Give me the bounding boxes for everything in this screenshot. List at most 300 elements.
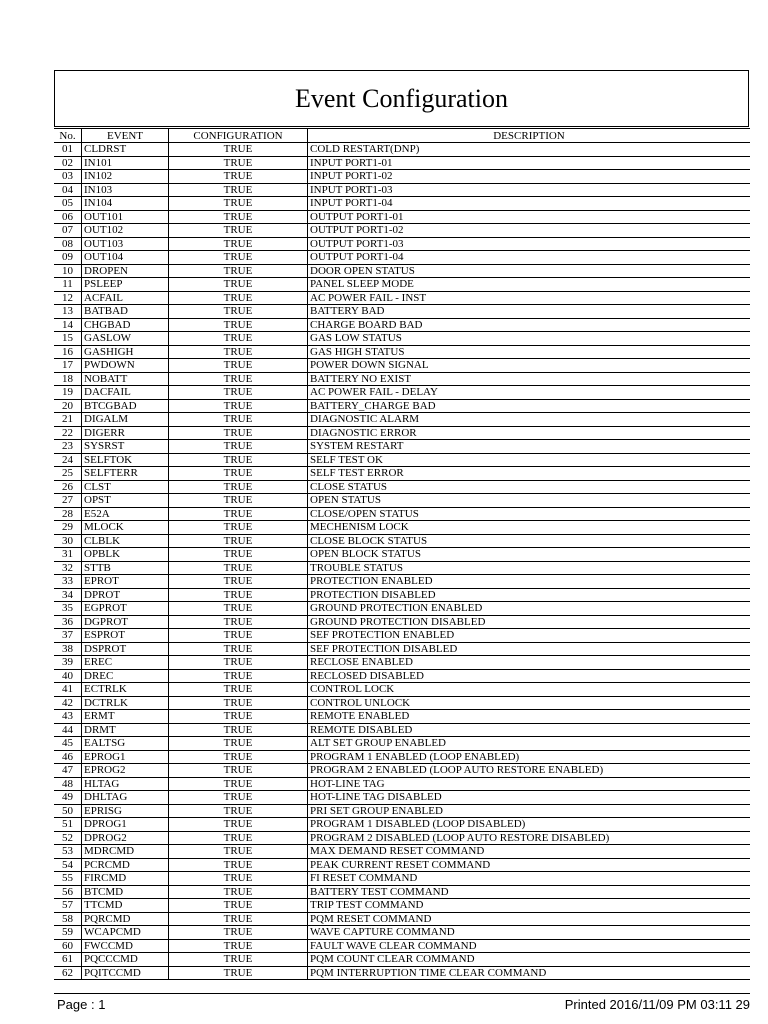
cell-no: 48 [54, 777, 82, 791]
cell-event: CLBLK [82, 534, 169, 548]
cell-configuration: TRUE [169, 750, 308, 764]
cell-no: 13 [54, 305, 82, 319]
cell-event: HLTAG [82, 777, 169, 791]
cell-no: 43 [54, 710, 82, 724]
cell-description: PROGRAM 2 ENABLED (LOOP AUTO RESTORE ENABLED) [308, 764, 751, 778]
cell-description: REMOTE ENABLED [308, 710, 751, 724]
cell-configuration: TRUE [169, 764, 308, 778]
table-row [54, 588, 750, 602]
cell-event: ESPROT [82, 629, 169, 643]
cell-configuration: TRUE [169, 642, 308, 656]
cell-description: PROGRAM 1 ENABLED (LOOP ENABLED) [308, 750, 751, 764]
cell-configuration: TRUE [169, 453, 308, 467]
table-row [54, 966, 750, 980]
cell-no: 52 [54, 831, 82, 845]
cell-configuration: TRUE [169, 156, 308, 170]
table-row [54, 669, 750, 683]
table-row [54, 278, 750, 292]
table-row [54, 372, 750, 386]
table-row [54, 332, 750, 346]
cell-configuration: TRUE [169, 332, 308, 346]
cell-no: 36 [54, 615, 82, 629]
cell-description: BATTERY_CHARGE BAD [308, 399, 751, 413]
cell-configuration: TRUE [169, 629, 308, 643]
cell-event: BATBAD [82, 305, 169, 319]
header-configuration: CONFIGURATION [169, 129, 308, 143]
cell-description: POWER DOWN SIGNAL [308, 359, 751, 373]
cell-event: CHGBAD [82, 318, 169, 332]
cell-no: 28 [54, 507, 82, 521]
cell-description: INPUT PORT1-02 [308, 170, 751, 184]
cell-event: WCAPCMD [82, 926, 169, 940]
cell-event: OUT103 [82, 237, 169, 251]
cell-no: 30 [54, 534, 82, 548]
table-row [54, 521, 750, 535]
cell-description: TROUBLE STATUS [308, 561, 751, 575]
cell-no: 39 [54, 656, 82, 670]
cell-configuration: TRUE [169, 521, 308, 535]
cell-configuration: TRUE [169, 723, 308, 737]
cell-configuration: TRUE [169, 494, 308, 508]
cell-event: DCTRLK [82, 696, 169, 710]
cell-event: DIGERR [82, 426, 169, 440]
cell-no: 38 [54, 642, 82, 656]
table-row [54, 818, 750, 832]
cell-event: IN104 [82, 197, 169, 211]
cell-no: 29 [54, 521, 82, 535]
cell-event: EPROG1 [82, 750, 169, 764]
printed-timestamp: Printed 2016/11/09 PM 03:11 29 [564, 997, 750, 1012]
cell-configuration: TRUE [169, 696, 308, 710]
cell-configuration: TRUE [169, 791, 308, 805]
cell-no: 18 [54, 372, 82, 386]
table-row [54, 251, 750, 265]
table-row [54, 440, 750, 454]
cell-description: PROGRAM 2 DISABLED (LOOP AUTO RESTORE DISABLED) [308, 831, 751, 845]
cell-event: DACFAIL [82, 386, 169, 400]
cell-no: 34 [54, 588, 82, 602]
cell-configuration: TRUE [169, 831, 308, 845]
cell-no: 33 [54, 575, 82, 589]
cell-description: PQM COUNT CLEAR COMMAND [308, 953, 751, 967]
cell-configuration: TRUE [169, 926, 308, 940]
cell-description: BATTERY TEST COMMAND [308, 885, 751, 899]
cell-event: SELFTERR [82, 467, 169, 481]
cell-event: DGPROT [82, 615, 169, 629]
cell-description: SEF PROTECTION DISABLED [308, 642, 751, 656]
cell-no: 41 [54, 683, 82, 697]
table-row [54, 224, 750, 238]
cell-configuration: TRUE [169, 683, 308, 697]
table-row [54, 170, 750, 184]
table-row [54, 750, 750, 764]
cell-configuration: TRUE [169, 845, 308, 859]
cell-description: RECLOSED DISABLED [308, 669, 751, 683]
cell-configuration: TRUE [169, 480, 308, 494]
table-row [54, 264, 750, 278]
cell-description: DIAGNOSTIC ALARM [308, 413, 751, 427]
table-row [54, 602, 750, 616]
cell-no: 22 [54, 426, 82, 440]
cell-configuration: TRUE [169, 399, 308, 413]
cell-description: GAS HIGH STATUS [308, 345, 751, 359]
cell-event: DHLTAG [82, 791, 169, 805]
table-row [54, 467, 750, 481]
cell-configuration: TRUE [169, 669, 308, 683]
cell-event: DPROT [82, 588, 169, 602]
cell-no: 32 [54, 561, 82, 575]
cell-configuration: TRUE [169, 237, 308, 251]
cell-configuration: TRUE [169, 548, 308, 562]
cell-event: ACFAIL [82, 291, 169, 305]
cell-no: 25 [54, 467, 82, 481]
cell-configuration: TRUE [169, 737, 308, 751]
table-row [54, 926, 750, 940]
cell-event: OPBLK [82, 548, 169, 562]
cell-configuration: TRUE [169, 143, 308, 157]
table-row [54, 197, 750, 211]
table-row [54, 642, 750, 656]
cell-description: OPEN BLOCK STATUS [308, 548, 751, 562]
cell-event: TTCMD [82, 899, 169, 913]
cell-description: SELF TEST ERROR [308, 467, 751, 481]
table-row [54, 885, 750, 899]
cell-description: COLD RESTART(DNP) [308, 143, 751, 157]
cell-no: 27 [54, 494, 82, 508]
cell-configuration: TRUE [169, 278, 308, 292]
cell-event: MDRCMD [82, 845, 169, 859]
cell-no: 10 [54, 264, 82, 278]
table-row [54, 413, 750, 427]
cell-description: MECHENISM LOCK [308, 521, 751, 535]
cell-event: PCRCMD [82, 858, 169, 872]
event-rows [54, 143, 750, 980]
cell-description: PANEL SLEEP MODE [308, 278, 751, 292]
cell-description: FI RESET COMMAND [308, 872, 751, 886]
cell-event: FIRCMD [82, 872, 169, 886]
cell-event: ERMT [82, 710, 169, 724]
table-row [54, 710, 750, 724]
table-row [54, 210, 750, 224]
cell-configuration: TRUE [169, 953, 308, 967]
cell-description: ALT SET GROUP ENABLED [308, 737, 751, 751]
cell-no: 56 [54, 885, 82, 899]
cell-no: 19 [54, 386, 82, 400]
table-row [54, 143, 750, 157]
cell-event: EALTSG [82, 737, 169, 751]
cell-configuration: TRUE [169, 966, 308, 980]
cell-event: OPST [82, 494, 169, 508]
cell-description: CLOSE/OPEN STATUS [308, 507, 751, 521]
cell-description: TRIP TEST COMMAND [308, 899, 751, 913]
cell-configuration: TRUE [169, 224, 308, 238]
cell-description: PROTECTION ENABLED [308, 575, 751, 589]
table-row [54, 831, 750, 845]
cell-no: 09 [54, 251, 82, 265]
cell-no: 40 [54, 669, 82, 683]
cell-configuration: TRUE [169, 615, 308, 629]
cell-description: OUTPUT PORT1-03 [308, 237, 751, 251]
cell-event: EGPROT [82, 602, 169, 616]
event-table [54, 128, 750, 980]
cell-no: 20 [54, 399, 82, 413]
cell-event: DRMT [82, 723, 169, 737]
table-row [54, 858, 750, 872]
cell-configuration: TRUE [169, 291, 308, 305]
cell-description: CLOSE STATUS [308, 480, 751, 494]
cell-event: GASLOW [82, 332, 169, 346]
cell-no: 24 [54, 453, 82, 467]
table-row [54, 453, 750, 467]
cell-no: 62 [54, 966, 82, 980]
cell-event: PQITCCMD [82, 966, 169, 980]
cell-no: 31 [54, 548, 82, 562]
cell-configuration: TRUE [169, 588, 308, 602]
cell-description: CHARGE BOARD BAD [308, 318, 751, 332]
table-row [54, 872, 750, 886]
cell-no: 54 [54, 858, 82, 872]
cell-configuration: TRUE [169, 507, 308, 521]
cell-event: DREC [82, 669, 169, 683]
cell-configuration: TRUE [169, 197, 308, 211]
cell-no: 37 [54, 629, 82, 643]
table-row [54, 804, 750, 818]
cell-configuration: TRUE [169, 386, 308, 400]
cell-description: OUTPUT PORT1-01 [308, 210, 751, 224]
table-row [54, 939, 750, 953]
cell-description: DOOR OPEN STATUS [308, 264, 751, 278]
cell-configuration: TRUE [169, 710, 308, 724]
table-row [54, 237, 750, 251]
header-event: EVENT [82, 129, 169, 143]
cell-configuration: TRUE [169, 872, 308, 886]
cell-configuration: TRUE [169, 575, 308, 589]
cell-no: 12 [54, 291, 82, 305]
cell-description: BATTERY BAD [308, 305, 751, 319]
cell-configuration: TRUE [169, 413, 308, 427]
cell-configuration: TRUE [169, 534, 308, 548]
cell-configuration: TRUE [169, 359, 308, 373]
cell-configuration: TRUE [169, 899, 308, 913]
cell-no: 21 [54, 413, 82, 427]
page-title: Event Configuration [294, 83, 508, 113]
cell-no: 15 [54, 332, 82, 346]
table-row [54, 494, 750, 508]
cell-configuration: TRUE [169, 305, 308, 319]
cell-no: 17 [54, 359, 82, 373]
cell-configuration: TRUE [169, 440, 308, 454]
cell-event: DPROG2 [82, 831, 169, 845]
table-row [54, 318, 750, 332]
cell-event: EPROT [82, 575, 169, 589]
table-row [54, 305, 750, 319]
cell-no: 55 [54, 872, 82, 886]
cell-configuration: TRUE [169, 467, 308, 481]
cell-configuration: TRUE [169, 561, 308, 575]
header-description: DESCRIPTION [308, 129, 751, 143]
header-no: No. [54, 129, 82, 143]
cell-event: EREC [82, 656, 169, 670]
cell-description: INPUT PORT1-03 [308, 183, 751, 197]
cell-event: BTCGBAD [82, 399, 169, 413]
cell-event: OUT104 [82, 251, 169, 265]
cell-description: HOT-LINE TAG DISABLED [308, 791, 751, 805]
cell-configuration: TRUE [169, 602, 308, 616]
cell-no: 26 [54, 480, 82, 494]
cell-configuration: TRUE [169, 264, 308, 278]
cell-event: BTCMD [82, 885, 169, 899]
table-row [54, 615, 750, 629]
cell-configuration: TRUE [169, 939, 308, 953]
table-row [54, 723, 750, 737]
table-row [54, 507, 750, 521]
cell-description: RECLOSE ENABLED [308, 656, 751, 670]
cell-no: 08 [54, 237, 82, 251]
cell-event: PQCCCMD [82, 953, 169, 967]
cell-event: CLST [82, 480, 169, 494]
cell-no: 59 [54, 926, 82, 940]
cell-no: 01 [54, 143, 82, 157]
cell-no: 47 [54, 764, 82, 778]
cell-no: 06 [54, 210, 82, 224]
cell-configuration: TRUE [169, 183, 308, 197]
cell-description: MAX DEMAND RESET COMMAND [308, 845, 751, 859]
table-row [54, 899, 750, 913]
cell-description: OUTPUT PORT1-02 [308, 224, 751, 238]
cell-description: PQM INTERRUPTION TIME CLEAR COMMAND [308, 966, 751, 980]
table-row [54, 629, 750, 643]
table-row [54, 399, 750, 413]
cell-no: 07 [54, 224, 82, 238]
cell-event: IN101 [82, 156, 169, 170]
cell-description: BATTERY NO EXIST [308, 372, 751, 386]
cell-event: CLDRST [82, 143, 169, 157]
cell-configuration: TRUE [169, 210, 308, 224]
title-box [54, 70, 749, 127]
cell-description: GROUND PROTECTION ENABLED [308, 602, 751, 616]
cell-no: 42 [54, 696, 82, 710]
table-row [54, 291, 750, 305]
cell-event: FWCCMD [82, 939, 169, 953]
cell-description: PROGRAM 1 DISABLED (LOOP DISABLED) [308, 818, 751, 832]
cell-description: INPUT PORT1-01 [308, 156, 751, 170]
cell-no: 35 [54, 602, 82, 616]
cell-no: 45 [54, 737, 82, 751]
cell-no: 23 [54, 440, 82, 454]
cell-configuration: TRUE [169, 885, 308, 899]
cell-event: MLOCK [82, 521, 169, 535]
cell-configuration: TRUE [169, 656, 308, 670]
table-row [54, 426, 750, 440]
cell-description: GROUND PROTECTION DISABLED [308, 615, 751, 629]
cell-configuration: TRUE [169, 318, 308, 332]
table-row [54, 386, 750, 400]
cell-description: CLOSE BLOCK STATUS [308, 534, 751, 548]
cell-event: DSPROT [82, 642, 169, 656]
table-row [54, 156, 750, 170]
cell-no: 44 [54, 723, 82, 737]
table-row [54, 534, 750, 548]
cell-no: 14 [54, 318, 82, 332]
cell-no: 49 [54, 791, 82, 805]
cell-description: HOT-LINE TAG [308, 777, 751, 791]
cell-event: DIGALM [82, 413, 169, 427]
table-row [54, 764, 750, 778]
table-row [54, 845, 750, 859]
cell-event: PSLEEP [82, 278, 169, 292]
table-row [54, 777, 750, 791]
cell-no: 04 [54, 183, 82, 197]
cell-event: E52A [82, 507, 169, 521]
cell-description: PQM RESET COMMAND [308, 912, 751, 926]
table-row [54, 480, 750, 494]
cell-description: SYSTEM RESTART [308, 440, 751, 454]
cell-event: DROPEN [82, 264, 169, 278]
table-row [54, 183, 750, 197]
cell-configuration: TRUE [169, 372, 308, 386]
cell-configuration: TRUE [169, 818, 308, 832]
cell-no: 16 [54, 345, 82, 359]
table-row [54, 912, 750, 926]
table-row [54, 548, 750, 562]
cell-event: SYSRST [82, 440, 169, 454]
cell-description: SEF PROTECTION ENABLED [308, 629, 751, 643]
cell-no: 46 [54, 750, 82, 764]
table-row [54, 359, 750, 373]
table-row [54, 791, 750, 805]
table-header-row [54, 129, 750, 143]
cell-description: INPUT PORT1-04 [308, 197, 751, 211]
table-row [54, 737, 750, 751]
cell-description: PEAK CURRENT RESET COMMAND [308, 858, 751, 872]
cell-configuration: TRUE [169, 912, 308, 926]
cell-no: 05 [54, 197, 82, 211]
cell-configuration: TRUE [169, 777, 308, 791]
cell-configuration: TRUE [169, 426, 308, 440]
cell-event: IN102 [82, 170, 169, 184]
cell-no: 57 [54, 899, 82, 913]
footer-divider [54, 993, 750, 994]
cell-event: ECTRLK [82, 683, 169, 697]
cell-description: OPEN STATUS [308, 494, 751, 508]
cell-configuration: TRUE [169, 345, 308, 359]
table-row [54, 345, 750, 359]
cell-event: PWDOWN [82, 359, 169, 373]
cell-configuration: TRUE [169, 251, 308, 265]
cell-description: AC POWER FAIL - INST [308, 291, 751, 305]
cell-description: OUTPUT PORT1-04 [308, 251, 751, 265]
cell-configuration: TRUE [169, 804, 308, 818]
page-number: Page : 1 [57, 997, 106, 1012]
cell-event: OUT102 [82, 224, 169, 238]
cell-event: STTB [82, 561, 169, 575]
cell-event: NOBATT [82, 372, 169, 386]
cell-no: 03 [54, 170, 82, 184]
cell-no: 58 [54, 912, 82, 926]
cell-no: 60 [54, 939, 82, 953]
table-row [54, 656, 750, 670]
cell-configuration: TRUE [169, 170, 308, 184]
cell-no: 53 [54, 845, 82, 859]
cell-description: GAS LOW STATUS [308, 332, 751, 346]
cell-no: 11 [54, 278, 82, 292]
cell-event: SELFTOK [82, 453, 169, 467]
table-row [54, 575, 750, 589]
cell-no: 61 [54, 953, 82, 967]
table-row [54, 953, 750, 967]
cell-description: CONTROL UNLOCK [308, 696, 751, 710]
cell-event: EPRISG [82, 804, 169, 818]
